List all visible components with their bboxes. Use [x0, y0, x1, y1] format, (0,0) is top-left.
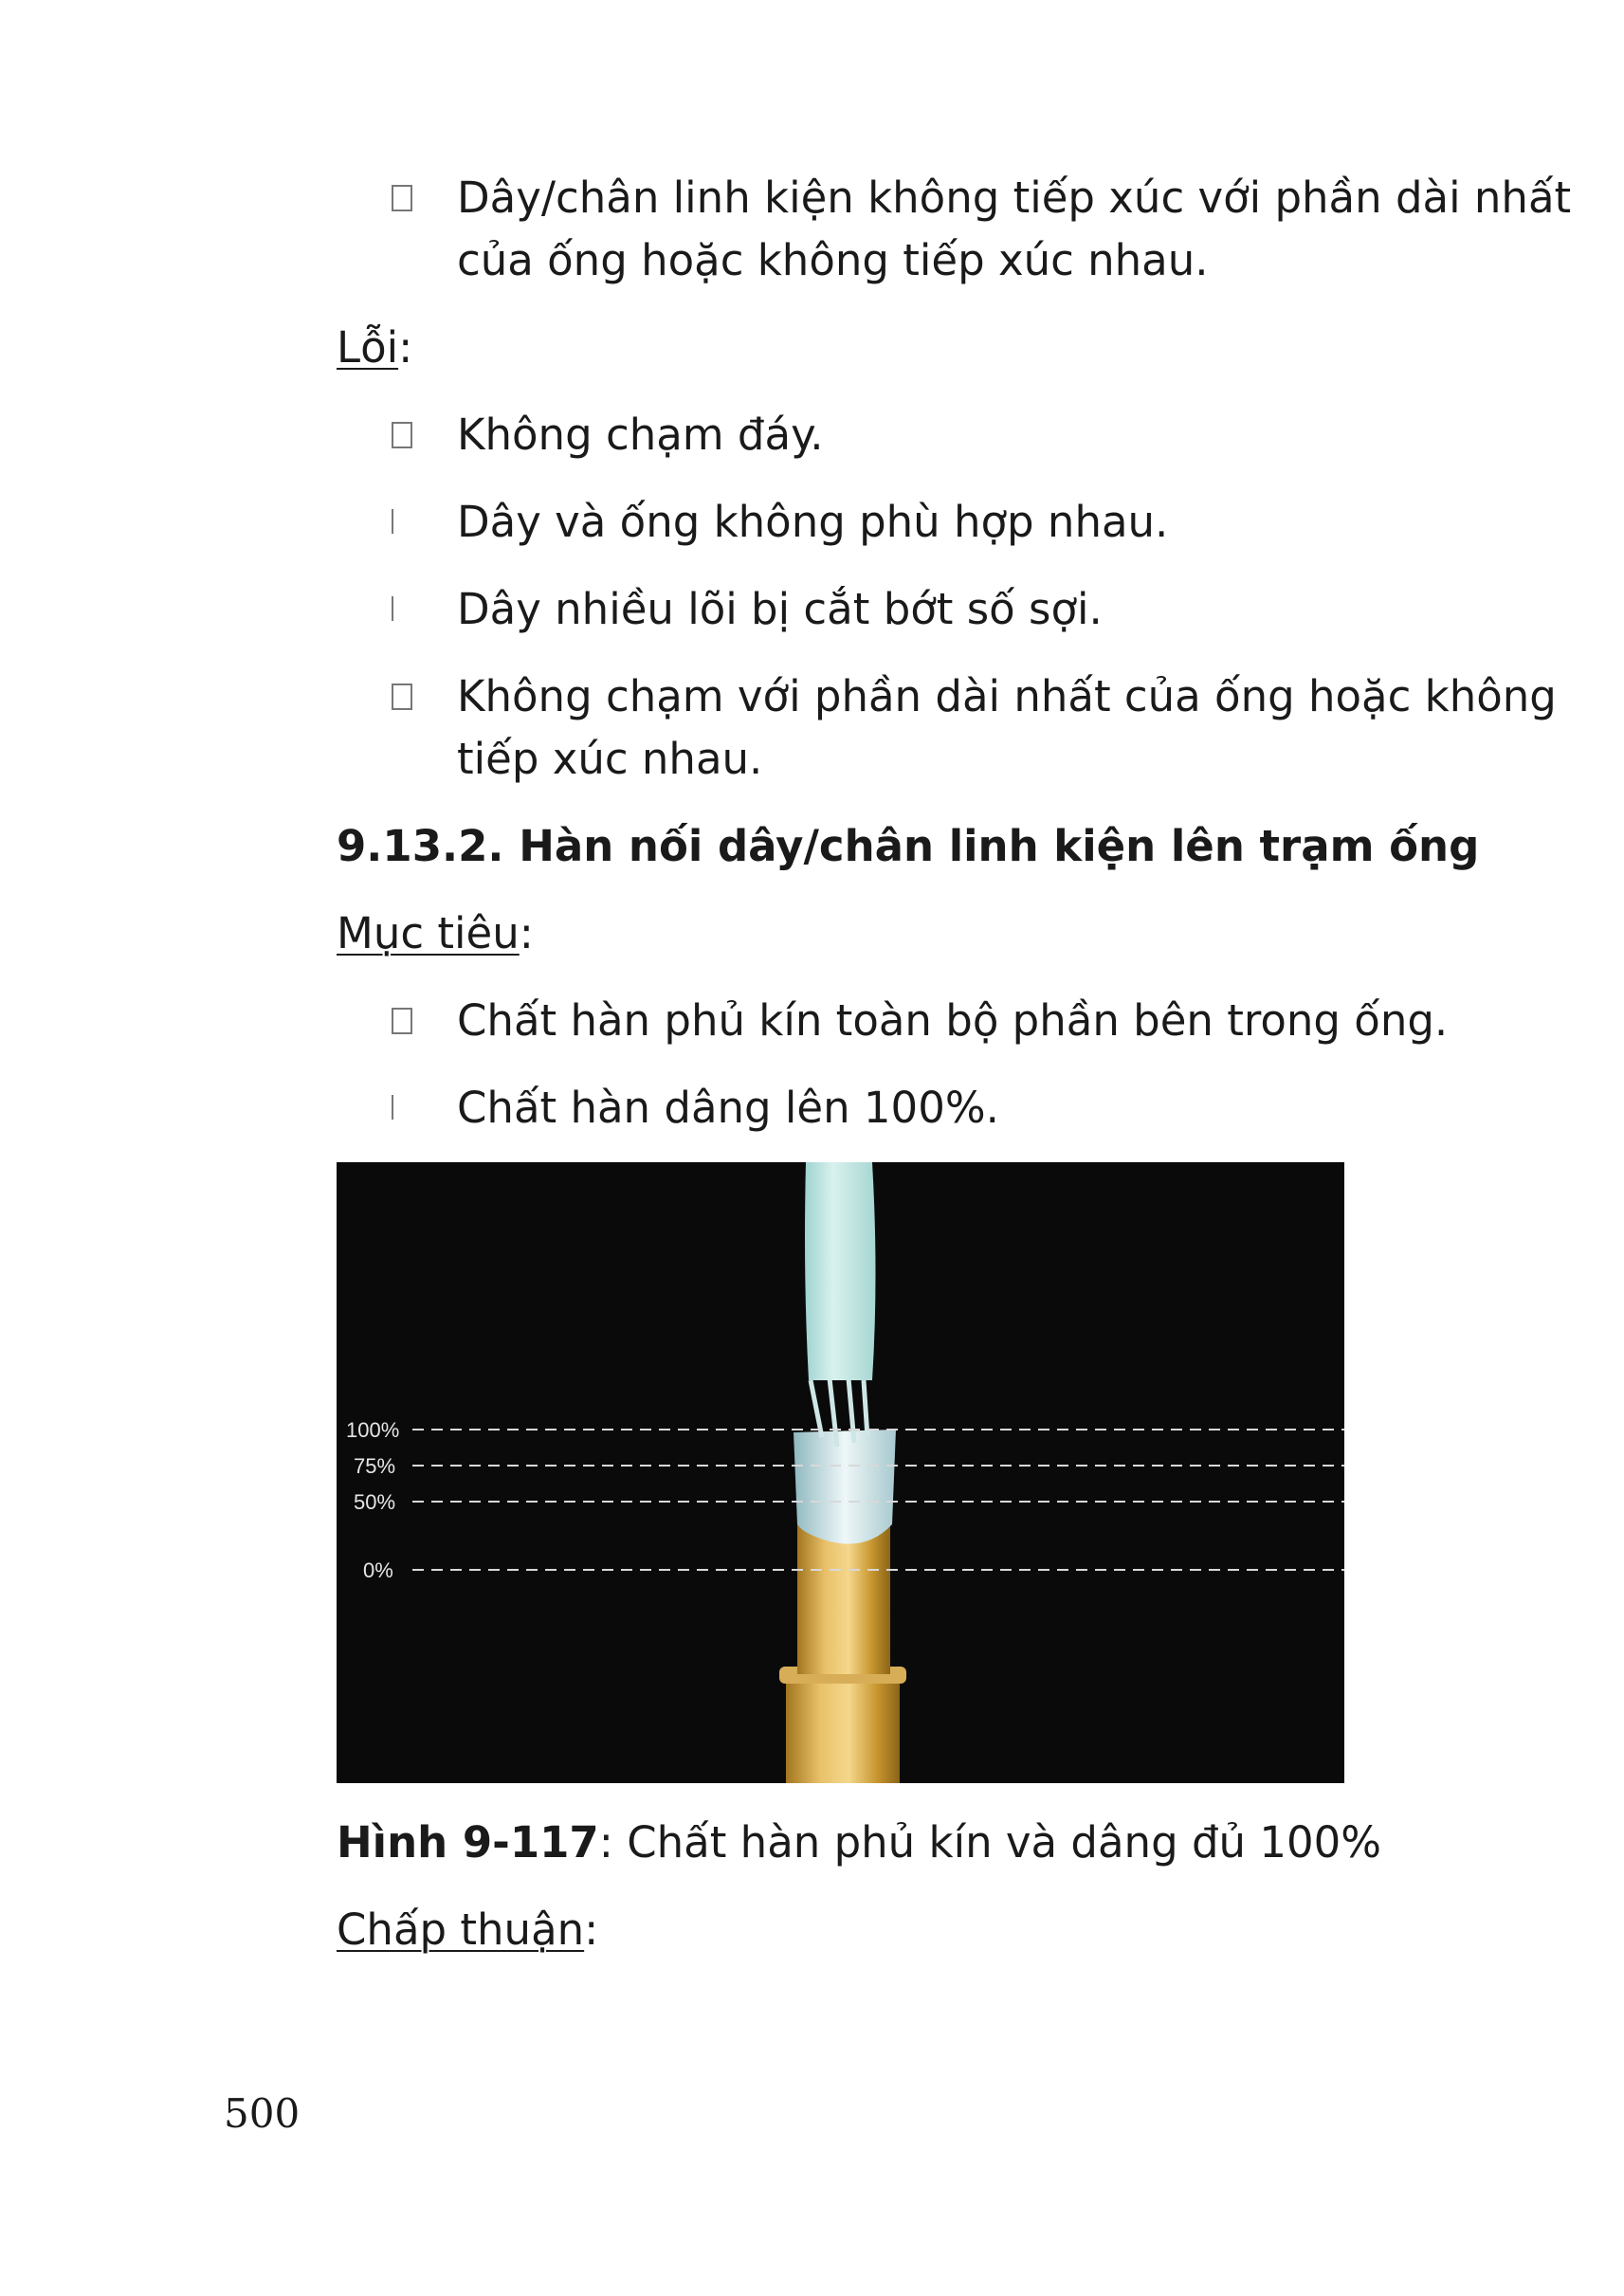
goal-item: Chất hàn dâng lên 100%. [457, 1083, 999, 1133]
goal-label-colon: : [519, 908, 534, 958]
solder-fill-photo [337, 1162, 1344, 1783]
defect-item-last-line-2: tiếp xúc nhau. [457, 734, 763, 784]
figure-caption-number: Hình 9-117 [337, 1817, 599, 1868]
level-label-75: 75% [354, 1454, 396, 1478]
checkbox-bullet-icon [392, 1008, 412, 1034]
terminal-cup [797, 1522, 890, 1674]
top-item-line-1: Dây/chân linh kiện không tiếp xúc với phần dài nhất [457, 173, 1572, 223]
figure-caption-text: : Chất hàn phủ kín và dâng đủ 100% [598, 1817, 1381, 1868]
solder-fillet [794, 1430, 896, 1544]
page-number: 500 [224, 2090, 301, 2137]
top-item-line-2: của ống hoặc không tiếp xúc nhau. [457, 235, 1209, 285]
defects-label-colon: : [398, 322, 413, 373]
accept-label-text: Chấp thuận [337, 1904, 585, 1955]
defects-label [337, 317, 412, 379]
accept-label [337, 1899, 598, 1961]
goal-label [337, 902, 534, 965]
accept-label-colon: : [584, 1904, 599, 1955]
goal-item: Chất hàn phủ kín toàn bộ phần bên trong ống. [457, 995, 1449, 1046]
level-label-100: 100% [346, 1418, 400, 1442]
bar-bullet-icon [392, 509, 393, 534]
checkbox-bullet-icon [392, 422, 412, 448]
solder-fill-illustration [337, 1162, 1344, 1783]
defects-label-text: Lỗi [337, 322, 399, 373]
wire-insulation [805, 1162, 876, 1380]
level-label-50: 50% [354, 1490, 396, 1514]
defect-item: Dây nhiều lõi bị cắt bớt số sợi. [457, 584, 1103, 634]
defect-item-last-line-1: Không chạm với phần dài nhất của ống hoặc không [457, 671, 1557, 721]
checkbox-bullet-icon [392, 683, 412, 710]
bar-bullet-icon [392, 596, 393, 621]
bar-bullet-icon [392, 1095, 393, 1120]
level-label-0: 0% [363, 1558, 393, 1582]
terminal-base [786, 1679, 900, 1783]
checkbox-bullet-icon [392, 185, 412, 211]
section-heading: 9.13.2. Hàn nối dây/chân linh kiện lên trạm ống [337, 821, 1480, 871]
defect-item: Dây và ống không phù hợp nhau. [457, 497, 1169, 547]
figure-caption [337, 1812, 1381, 1874]
goal-label-text: Mục tiêu [337, 908, 520, 958]
defect-item: Không chạm đáy. [457, 410, 824, 460]
